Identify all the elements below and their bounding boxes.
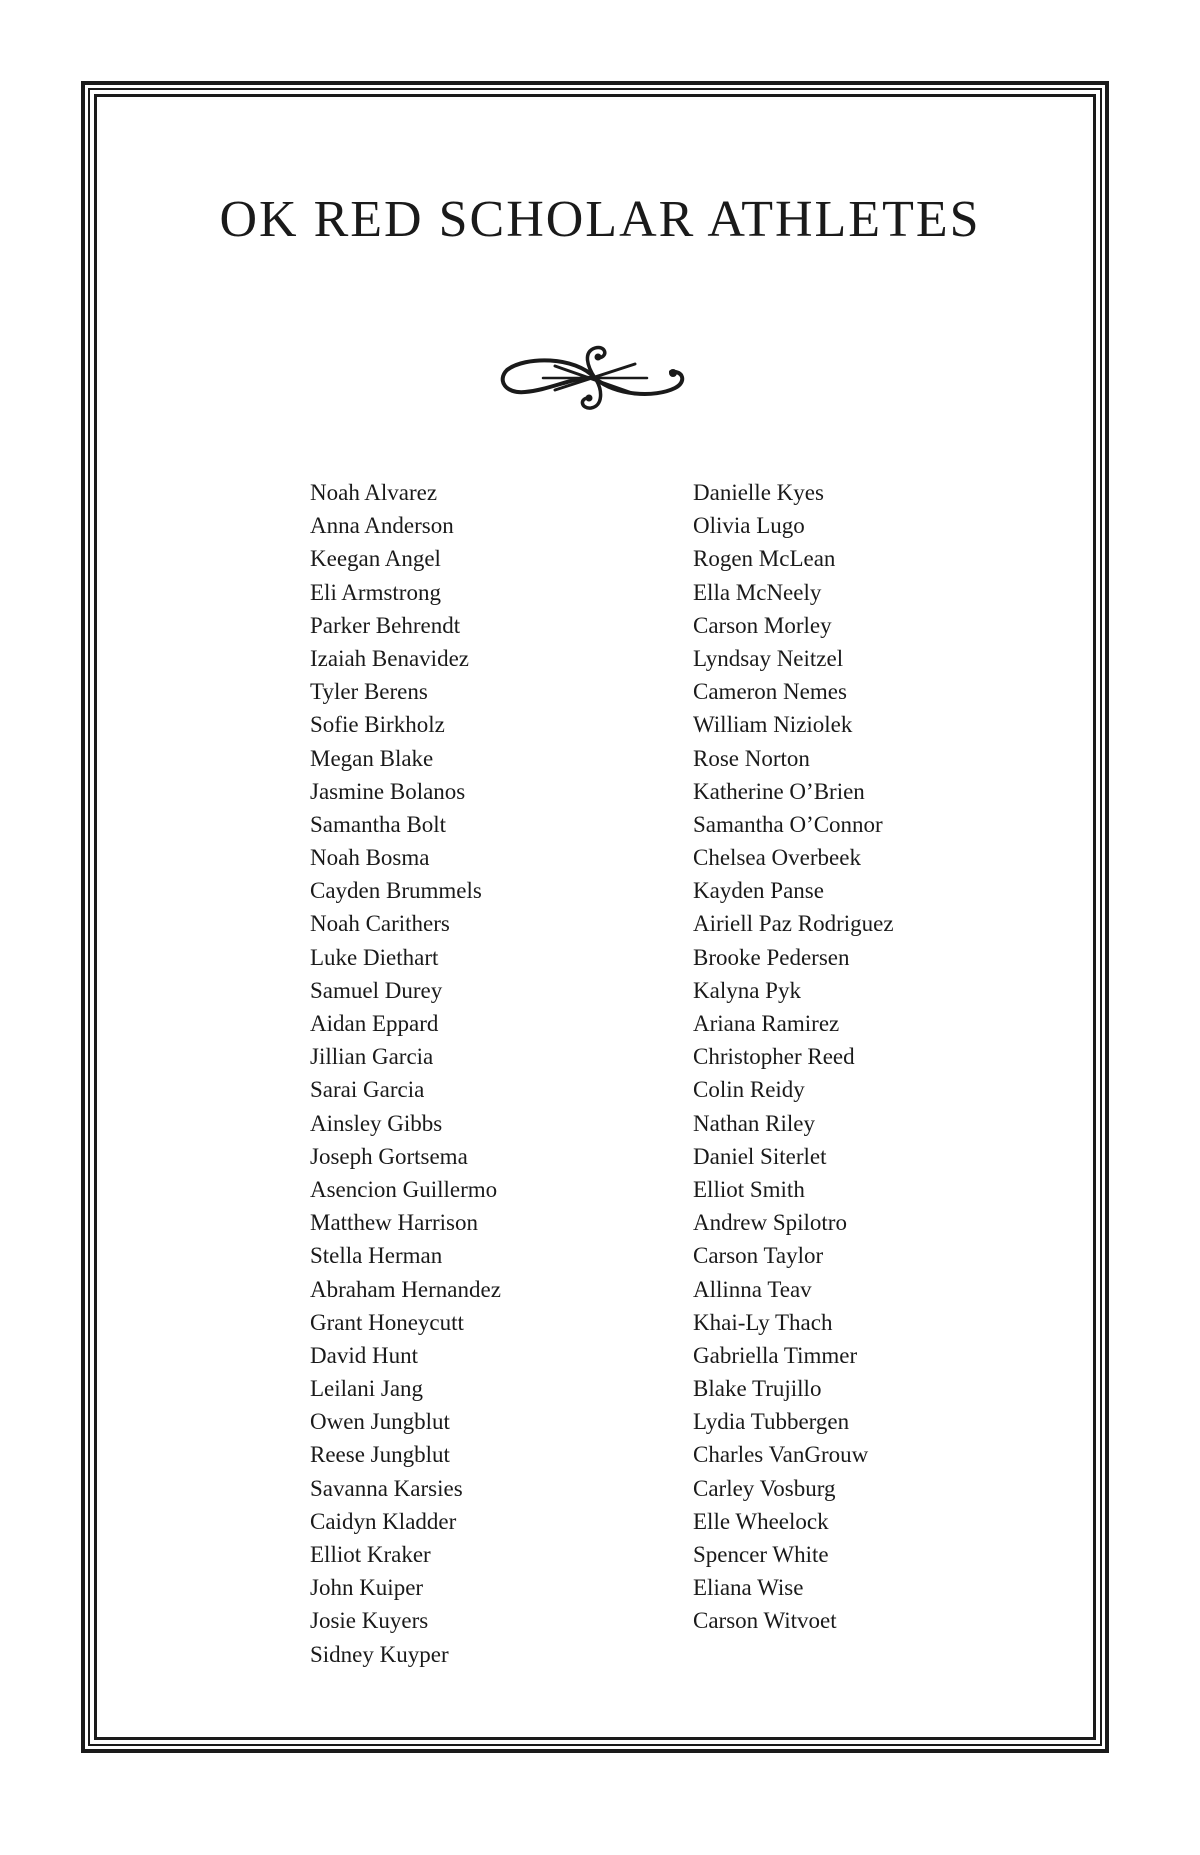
athlete-name: Aidan Eppard	[310, 1011, 439, 1036]
athlete-name: Parker Behrendt	[310, 612, 461, 638]
athlete-name: Ariana Ramirez	[693, 1011, 840, 1036]
athlete-name: Matthew Harrison	[310, 1210, 478, 1236]
athlete-name: Noah Carithers	[310, 911, 450, 937]
athlete-name: Rose Norton	[693, 745, 810, 771]
athlete-name: Caidyn Kladder	[310, 1508, 457, 1534]
athlete-name: Abraham Hernandez	[310, 1276, 501, 1302]
athlete-name: Kalyna Pyk	[693, 977, 801, 1003]
athlete-name: John Kuiper	[310, 1575, 424, 1601]
athlete-name: Rogen McLean	[693, 546, 836, 572]
athlete-name: Kayden Panse	[693, 878, 824, 904]
athlete-name: Katherine O’Brien	[693, 778, 865, 804]
athlete-name: Stella Herman	[310, 1243, 443, 1269]
athlete-name: David Hunt	[310, 1342, 418, 1368]
athlete-name: Christopher Reed	[693, 1044, 855, 1070]
athlete-name: Nathan Riley	[693, 1110, 815, 1136]
athlete-name: Andrew Spilotro	[693, 1210, 847, 1236]
flourish-ornament-icon	[495, 336, 695, 420]
athlete-name: Leilani Jang	[310, 1376, 424, 1402]
athlete-name: Sidney Kuyper	[310, 1641, 449, 1667]
athlete-name: Noah Bosma	[310, 845, 430, 871]
athlete-name: Elle Wheelock	[693, 1508, 829, 1534]
athlete-name: Luke Diethart	[310, 944, 439, 970]
athlete-name: Jasmine Bolanos	[310, 778, 466, 804]
athlete-name: Eli Armstrong	[310, 579, 441, 605]
athlete-name: Daniel Siterlet	[693, 1143, 827, 1169]
athlete-name: Spencer White	[693, 1542, 829, 1567]
athlete-name: Brooke Pedersen	[693, 944, 850, 970]
athlete-name: Carson Taylor	[693, 1243, 824, 1269]
athlete-name: Colin Reidy	[693, 1077, 805, 1103]
athlete-name: Josie Kuyers	[310, 1608, 429, 1634]
athlete-name: William Niziolek	[693, 712, 853, 738]
athlete-name: Samuel Durey	[310, 977, 443, 1003]
athlete-name: Olivia Lugo	[693, 513, 805, 539]
athlete-name: Izaiah Benavidez	[310, 645, 469, 671]
athlete-name: Keegan Angel	[310, 546, 441, 572]
athlete-name: Danielle Kyes	[693, 480, 824, 505]
athlete-name: Khai-Ly Thach	[693, 1309, 833, 1335]
athlete-name: Lyndsay Neitzel	[693, 645, 844, 671]
athlete-name: Asencion Guillermo	[310, 1176, 498, 1202]
athlete-name: Owen Jungblut	[310, 1409, 450, 1435]
athlete-name: Reese Jungblut	[310, 1442, 450, 1468]
athlete-name: Samantha O’Connor	[693, 811, 883, 837]
athlete-name: Savanna Karsies	[310, 1475, 463, 1501]
athlete-name: Tyler Berens	[310, 679, 428, 705]
athlete-name: Carson Morley	[693, 612, 832, 638]
athlete-name: Sofie Birkholz	[310, 712, 445, 738]
athlete-name: Noah Alvarez	[310, 480, 438, 505]
athlete-name: Ella McNeely	[693, 579, 822, 605]
athlete-name: Sarai Garcia	[310, 1077, 425, 1103]
athlete-name: Blake Trujillo	[693, 1376, 822, 1402]
athlete-name: Joseph Gortsema	[310, 1143, 468, 1169]
names-column-left	[310, 476, 501, 1671]
athlete-name: Elliot Smith	[693, 1176, 805, 1202]
athlete-name: Eliana Wise	[693, 1575, 804, 1601]
athlete-name: Cameron Nemes	[693, 679, 847, 705]
athlete-name: Allinna Teav	[693, 1276, 812, 1302]
athlete-name: Elliot Kraker	[310, 1542, 431, 1567]
athlete-name: Megan Blake	[310, 745, 434, 771]
athlete-name: Cayden Brummels	[310, 878, 482, 904]
athlete-name: Anna Anderson	[310, 513, 454, 539]
athlete-name: Jillian Garcia	[310, 1044, 434, 1070]
athlete-name: Airiell Paz Rodriguez	[693, 911, 894, 937]
athlete-name: Carson Witvoet	[693, 1608, 837, 1634]
athlete-name: Samantha Bolt	[310, 811, 447, 837]
athlete-name: Gabriella Timmer	[693, 1342, 858, 1368]
names-column-right	[693, 476, 894, 1638]
page-title: OK RED SCHOLAR ATHLETES	[219, 191, 981, 248]
athlete-name: Chelsea Overbeek	[693, 845, 861, 871]
athlete-name: Charles VanGrouw	[693, 1442, 869, 1468]
athlete-name: Ainsley Gibbs	[310, 1110, 443, 1136]
athlete-name: Lydia Tubbergen	[693, 1409, 850, 1435]
athlete-name: Grant Honeycutt	[310, 1309, 464, 1335]
athlete-name: Carley Vosburg	[693, 1475, 836, 1501]
